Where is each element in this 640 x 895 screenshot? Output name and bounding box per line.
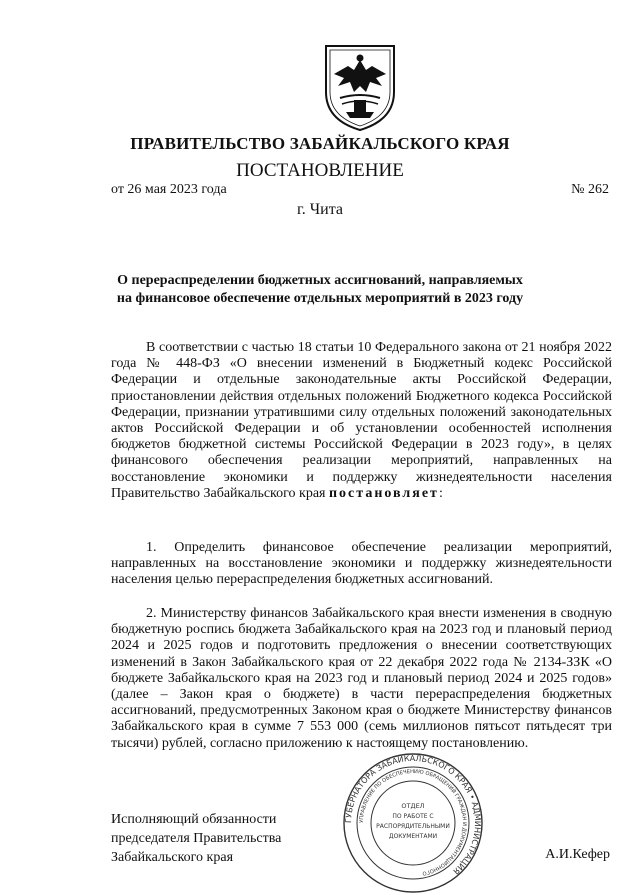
- preamble-paragraph: [111, 340, 612, 502]
- stamp-line-4: ДОКУМЕНТАМИ: [388, 833, 438, 840]
- signatory-name: А.И.Кефер: [545, 847, 610, 862]
- official-stamp: [342, 752, 484, 894]
- signatory-position-line-1: Исполняющий обязанности: [111, 812, 277, 827]
- document-subject: О перераспределении бюджетных ассигнований, направляемых на финансовое обеспечение отдельных мероприятий в 2023 году: [116, 273, 524, 306]
- document-type: ПОСТАНОВЛЕНИЕ: [236, 160, 404, 181]
- paragraph-2: 2. Министерству финансов Забайкальского края внести изменения в сводную бюджетную роспись бюджета Забайкальского края на 2023 год и плановый период 2024 и 2025 годов и подготовить предложения о внесении соответствующих изменений в Закон Забайкальского края от 22 декабря 2022 года № 2134-ЗЗК «О бюджете Забайкальского края на 2023 год и плановый период 2024 и 2025 годов» (далее – Закон края о бюджете) в части перераспределения бюджетных ассигнований, предусмотренных Законом края о бюджете Министерству финансов Забайкальского края в сумме 7 553 000 (семь миллионов пятьсот пятьдесят три тысячи) рублей, согласно приложению к настоящему постановлению.: [111, 606, 612, 751]
- signatory-position: [111, 810, 281, 867]
- coat-of-arms-emblem: [318, 42, 402, 132]
- signatory-position-line-3: Забайкальского края: [111, 850, 234, 865]
- stamp-outer-text: ГУБЕРНАТОРА ЗАБАЙКАЛЬСКОГО КРАЯ • АДМИНИСТРАЦИЯ: [343, 753, 483, 876]
- paragraph-1: 1. Определить финансовое обеспечение реализации мероприятий, направленных на восстановление экономики и поддержку жизнедеятельности населения целью перераспределения бюджетных ассигнований.: [111, 540, 612, 588]
- preamble-text: В соответствии с частью 18 статьи 10 Федерального закона от 21 ноября 2022 года № 448-ФЗ «О внесении изменений в Бюджетный кодекс Российской Федерации и отдельные законодательные акты Российской Федерации, приостановлении действия отдельных положений Бюджетного кодекса Российской Федерации, признании утратившими силу отдельных положений законодательных актов Российской Федерации и об установлении особенностей исполнения бюджетов бюджетной системы Российской Федерации в 2023 году», в целях финансового обеспечения реализации мероприятий, направленных на восстановление экономики и поддержку жизнедеятельности населения Правительство Забайкальского края: [111, 340, 612, 501]
- organization-title: ПРАВИТЕЛЬСТВО ЗАБАЙКАЛЬСКОГО КРАЯ: [130, 134, 510, 153]
- decree-word: постановляет: [328, 485, 439, 501]
- document-city: г. Чита: [296, 201, 343, 218]
- document-date: от 26 мая 2023 года: [111, 182, 227, 197]
- document-number: № 262: [571, 182, 609, 197]
- stamp-line-3: РАСПОРЯДИТЕЛЬНЫМИ: [376, 823, 450, 830]
- stamp-line-2: ПО РАБОТЕ С: [392, 813, 434, 820]
- signatory-position-line-2: председателя Правительства: [111, 831, 282, 846]
- stamp-middle-text: УПРАВЛЕНИЕ ПО ОБЕСПЕЧЕНИЮ ОБРАЩЕНИЙ ГРАЖДАН И ДОКУМЕНТАЦИОННОГО: [358, 768, 468, 877]
- stamp-line-1: ОТДЕЛ: [401, 802, 425, 810]
- decree-colon: :: [438, 485, 443, 501]
